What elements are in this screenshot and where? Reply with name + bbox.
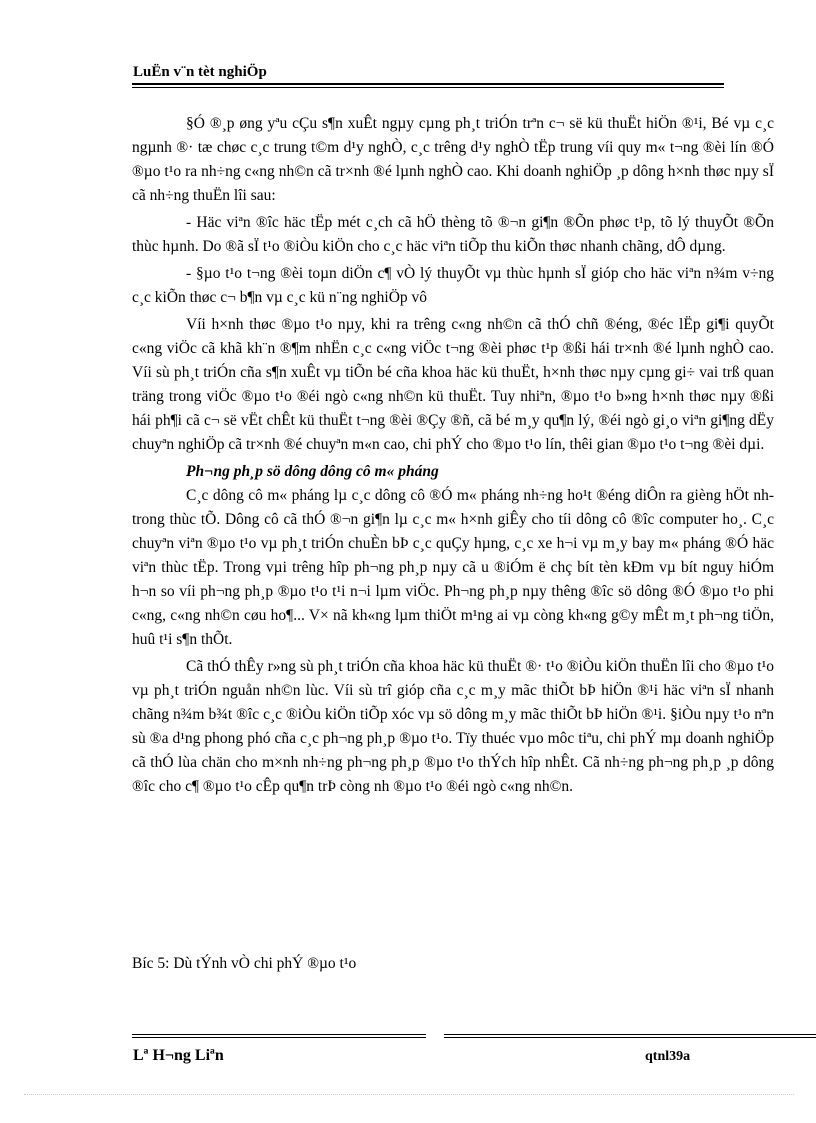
paragraph: Víi h×nh thøc ®µo t¹o nµy, khi ra trêng c«ng nh©n cã thÓ chñ ®éng, ®éc lËp gi¶i quyÕt c«ng viÖc cã khã kh¨n ®¶m nhËn c¸c c«ng viÖc t¬ng ®èi phøc t¹p ®ßi hái tr×nh ®é lµnh nghÒ cao. Víi sù ph¸t triÓn cña s¶n xuÊt vµ tiÕn bé cña khoa häc kü thuËt, h×nh thøc nµy cµng gi÷ vai trß quan träng trong viÖc ®µo t¹o ®éi ngò c«ng nh©n kü thuËt. Tuy nhiªn, ®µo t¹o b»ng h×nh thøc nµy ®ßi hái ph¶i cã c¬ së vËt chÊt kü thuËt t¬ng ®èi ®Çy ®ñ, cã bé m¸y qu¶n lý, ®éi ngò gi¸o viªn gi¶ng dËy chuyªn nghiÖp cã tr×nh ®é chuyªn m«n cao, chi phÝ cho ®µo t¹o lín, thêi gian ®µo t¹o t¬ng ®èi dµi. bbox=[132, 316, 774, 453]
footer-code: qtnl39a bbox=[645, 1049, 691, 1064]
footer-rule-left bbox=[132, 1034, 426, 1035]
page-bottom-dotted-line bbox=[24, 1094, 794, 1095]
bullet-paragraph: - Häc viªn ®îc häc tËp mét c¸ch cã hÖ thèng tõ ®¬n gi¶n ®Õn phøc t¹p, tõ lý thuyÕt ®Õn thùc hµnh. Do ®ã sÏ t¹o ®iÒu kiÖn cho c¸c häc viªn tiÕp thu kiÕn thøc nhanh chãng, dÔ dµng. bbox=[132, 214, 774, 255]
body-text bbox=[132, 112, 774, 799]
footer-rule-right bbox=[444, 1034, 816, 1035]
footer-rule-right-2 bbox=[444, 1037, 816, 1038]
header-title: LuËn v¨n tèt nghiÖp bbox=[133, 64, 267, 80]
paragraph: Cã thÓ thÊy r»ng sù ph¸t triÓn cña khoa häc kü thuËt ®· t¹o ®iÒu kiÖn thuËn lîi cho ®µo t¹o vµ ph¸t triÓn nguån nh©n lùc. Víi sù trî gióp cña c¸c m¸y mãc thiÕt bÞ hiÖn ®¹i häc viªn sÏ nhanh chãng n¾m b¾t ®îc c¸c ®iÒu kiÖn tiÕp xóc vµ sö dông m¸y mãc thiÕt bÞ hiÖn ®¹i. §iÒu nµy t¹o nªn sù ®a d¹ng phong phó cña c¸c ph¬ng ph¸p ®µo t¹o. Tïy thuéc vµo môc tiªu, chi phÝ mµ doanh nghiÖp cã thÓ lùa chän cho m×nh nh÷ng ph¬ng ph¸p ®µo t¹o thÝch hîp nhÊt. Cã nh÷ng ph¬ng ph¸p ¸p dông ®îc cho c¶ ®µo t¹o cÊp qu¶n trÞ còng nh ®µo t¹o ®éi ngò c«ng nh©n. bbox=[132, 658, 774, 795]
bullet-paragraph: - §µo t¹o t¬ng ®èi toµn diÖn c¶ vÒ lý thuyÕt vµ thùc hµnh sÏ gióp cho häc viªn n¾m v÷ng c¸c kiÕn thøc c¬ b¶n vµ c¸c kü n¨ng nghiÖp vô bbox=[132, 265, 774, 306]
header-rule-thin bbox=[132, 87, 724, 88]
paragraph: C¸c dông cô m« pháng lµ c¸c dông cô ®Ó m« pháng nh÷ng ho¹t ®éng diÔn ra gièng hÖt nh trong thùc tÕ. Dông cô cã thÓ ®¬n gi¶n lµ c¸c m« h×nh giÊy cho tíi dông cô ®îc computer ho¸. C¸c chuyªn viªn ®µo t¹o vµ ph¸t triÓn chuÈn bÞ c¸c quÇy hµng, c¸c xe h¬i vµ m¸y bay m« pháng ®Ó häc viªn thùc tËp. Trong vµi trêng hîp ph¬ng ph¸p nµy cã u ®iÓm ë chç bít tèn kÐm vµ bít nguy hiÓm h¬n so víi ph¬ng ph¸p ®µo t¹o t¹i n¬i lµm viÖc. Ph¬ng ph¸p nµy thêng ®îc sö dông ®Ó ®µo t¹o phi c«ng, c«ng nh©n cøu ho¶... V× nã kh«ng lµm thiÖt m¹ng ai vµ còng kh«ng g©y mÊt m¸t ph¬ng tiÖn, huû t¹i s¶n thÕt. bbox=[132, 487, 774, 648]
footer-rule-left-2 bbox=[132, 1037, 426, 1038]
footer-author: Lª H¬ng Liªn bbox=[133, 1047, 224, 1064]
section-subheading: Ph¬ng ph¸p sö dông dông cô m« pháng bbox=[186, 463, 439, 480]
header-rule-thick bbox=[132, 83, 724, 85]
step-heading: Bíc 5: Dù tÝnh vÒ chi phÝ ®µo t¹o bbox=[132, 955, 357, 972]
paragraph: §Ó ®¸p øng yªu cÇu s¶n xuÊt ngµy cµng ph¸t triÓn trªn c¬ së kü thuËt hiÖn ®¹i, Bé vµ c¸c ngµnh ®· tæ chøc c¸c trung t©m d¹y nghÒ, c¸c trêng d¹y nghÒ tËp trung víi quy m« t¬ng ®èi lín ®Ó ®µo t¹o ra nh÷ng c«ng nh©n cã tr×nh ®é lµnh nghÒ cao. Khi doanh nghiÖp ¸p dông h×nh thøc nµy sÏ cã nh÷ng thuËn lîi sau: bbox=[132, 115, 774, 204]
